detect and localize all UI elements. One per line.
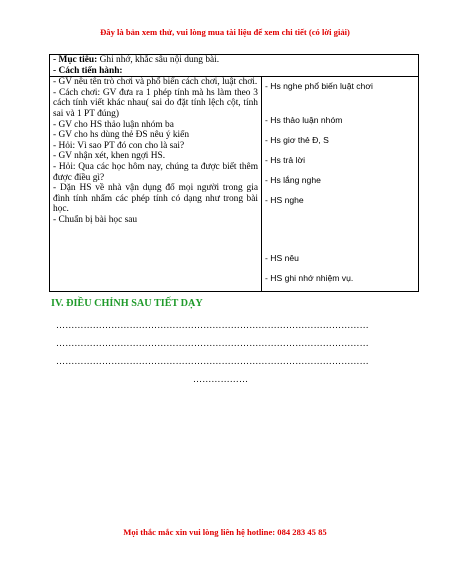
fill-in-line: …………………………………………………………………………………………: [56, 356, 369, 366]
teacher-line: - Cách chơi: GV đưa ra 1 phép tính mà hs làm theo 3 cách tính viết khác nhau( sai do đặt tính lệch cột, tính sai và 1 PT đúng): [53, 87, 258, 119]
section-heading: IV. ĐIỀU CHỈNH SAU TIẾT DẠY: [51, 298, 203, 309]
method-label: - Cách tiến hành:: [53, 65, 123, 76]
teacher-activities-cell: [50, 77, 262, 292]
fill-in-line-short: ………………: [193, 374, 249, 384]
student-line: - HS nêu: [265, 253, 299, 264]
teacher-line: - GV nêu tên trò chơi và phổ biến cách chơi, luật chơi.: [53, 77, 258, 88]
lesson-table: [49, 54, 419, 292]
student-line: - HS ghi nhớ nhiệm vụ.: [265, 273, 354, 284]
teacher-line: - Hỏi: Vì sao PT đó con cho là sai?: [53, 140, 185, 151]
hotline-banner: Mọi thắc mắc xin vui lòng liên hệ hotline: 084 283 45 85: [123, 527, 327, 537]
teacher-line: - Chuẩn bị bài học sau: [53, 214, 138, 225]
fill-in-line: …………………………………………………………………………………………: [56, 338, 369, 348]
activity-row: [50, 77, 419, 292]
student-line: - Hs thảo luận nhóm: [265, 115, 343, 126]
student-line: - Hs nghe phổ biến luật chơi: [265, 81, 373, 92]
student-line: - Hs trả lời: [265, 155, 306, 166]
teacher-line: - GV cho hs dùng thẻ ĐS nêu ý kiến: [53, 130, 190, 141]
goal-label: - Mục tiêu:: [53, 55, 98, 65]
student-activities-cell: [262, 77, 419, 292]
fill-in-line: …………………………………………………………………………………………: [56, 320, 369, 330]
goal-row: [50, 55, 419, 77]
goal-text: Ghi nhớ, khắc sâu nội dung bài.: [97, 55, 220, 65]
student-line: - Hs giơ thẻ Đ, S: [265, 135, 329, 146]
teacher-line: - GV cho HS thảo luận nhóm ba: [53, 119, 174, 130]
goal-cell: [50, 55, 419, 77]
preview-banner: Đây là bản xem thử, vui lòng mua tài liệu để xem chi tiết (có lời giải): [100, 27, 350, 37]
teacher-line: - Hỏi: Qua các học hôm nay, chúng ta được biết thêm được điều gì?: [53, 161, 258, 183]
student-line: - Hs lắng nghe: [265, 175, 321, 186]
student-line: - HS nghe: [265, 195, 304, 206]
teacher-line: - GV nhận xét, khen ngợi HS.: [53, 151, 166, 162]
teacher-line: - Dặn HS về nhà vận dụng đố mọi người trong gia đình tính nhẩm các phép tính có dạng như trong bài học.: [53, 183, 258, 215]
